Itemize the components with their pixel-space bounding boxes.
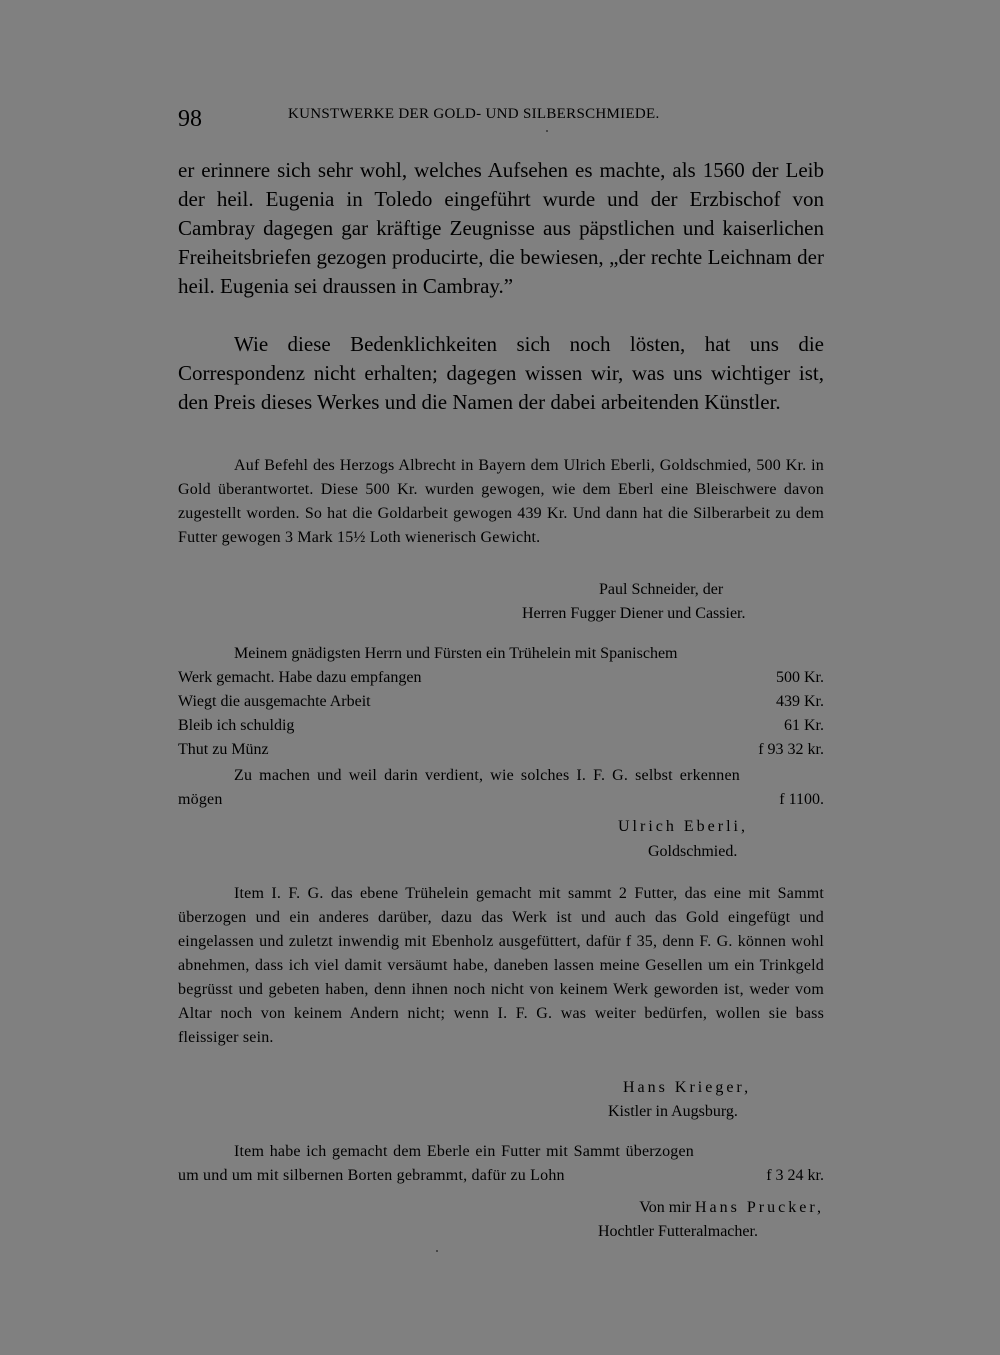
entry-1-signature-line-2: Herren Fugger Diener und Cassier. [522,605,746,622]
account-row [178,666,824,690]
account-row [178,714,824,738]
account-row-label: Wiegt die ausgemachte Arbeit [178,693,371,710]
account-closing-value: f 1100. [779,791,824,808]
entry-2 [178,882,824,1050]
account-row-value: f 93 32 kr. [758,741,824,758]
account-closing [178,764,824,812]
account-row-label: Bleib ich schuldig [178,717,295,734]
entry-2-signature-title: Kistler in Augsburg. [608,1103,738,1120]
entry-1 [178,454,824,550]
account-row-label: Meinem gnädigsten Herrn und Fürsten ein Trühelein mit Spanischem [234,645,678,662]
running-head: KUNSTWERKE DER GOLD- UND SILBERSCHMIEDE. [288,106,660,122]
account-closing-text: Zu machen und weil darin verdient, wie solches I. F. G. selbst erkennen mögen [178,767,740,808]
account-row-label: Werk gemacht. Habe dazu empfangen [178,669,422,686]
paragraph-1-text: er erinnere sich sehr wohl, welches Aufsehen es machte, als 1560 der Leib der heil. Eugenia in Toledo eingeführt wurde und der Erzbischof von Cambray dagegen gar kräftige Zeugnisse aus päpstlichen und kaiserlichen Freiheitsbriefen gezogen producirte, die bewiesen, „der rechte Leichnam der heil. Eugenia sei draussen in Cambray.” [178,158,824,298]
entry-3-signature-name: Hans Prucker, [695,1199,824,1216]
account-row-value: 500 Kr. [776,669,824,686]
paragraph-1 [178,156,824,301]
account-row [178,738,824,762]
account-row [178,690,824,714]
account-row-value: 61 Kr. [784,717,824,734]
page-header [178,100,824,140]
page-number: 98 [178,106,202,132]
entry-3 [178,1140,824,1188]
paragraph-2 [178,330,824,417]
entry-2-signature-name: Hans Krieger, [623,1079,752,1096]
paragraph-2-text: Wie diese Bedenklichkeiten sich noch lösten, hat uns die Correspondenz nicht erhalten; dagegen wissen wir, was uns wichtiger ist, den Preis dieses Werkes und die Namen der dabei arbeitenden Künstler. [178,332,824,414]
account-signature-title: Goldschmied. [648,843,738,860]
ink-speck [436,1250,438,1252]
account-row-value: 439 Kr. [776,693,824,710]
entry-3-value: f 3 24 kr. [766,1167,824,1184]
entry-3-signature-line-1 [639,1196,824,1220]
entry-3-signature-title: Hochtler Futteralmacher. [598,1223,758,1240]
entry-3-text: Item habe ich gemacht dem Eberle ein Futter mit Sammt überzogen um und um mit silbernen Borten gebrammt, dafür zu Lohn [178,1143,694,1184]
account-signature-name: Ulrich Eberli, [618,818,748,835]
ink-speck [546,130,548,132]
entry-1-text: Auf Befehl des Herzogs Albrecht in Bayern dem Ulrich Eberli, Goldschmied, 500 Kr. in Gold überantwortet. Diese 500 Kr. wurden gewogen, wie dem Eberl eine Bleischwere davon zugestellt worden. So hat die Goldarbeit gewogen 439 Kr. Und dann hat die Silberarbeit zu dem Futter gewogen 3 Mark 15½ Loth wienerisch Gewicht. [178,457,824,546]
entry-2-text: Item I. F. G. das ebene Trühelein gemacht mit sammt 2 Futter, das eine mit Sammt überzogen und ein anderes darüber, dazu das Werk ist und auch das Gold eingefügt und eingelassen und zuletzt inwendig mit Ebenholz ausgefüttert, dafür f 35, denn F. G. können wohl abnehmen, dass ich viel damit versäumt habe, daneben lassen meine Gesellen um ein Trinkgeld begrüsst und gebeten haben, denn ihnen noch nicht von keinem Werk geworden ist, weder vom Altar noch von keinem Andern nicht; wenn I. F. G. was weiter bedürfen, wollen sie bass fleissiger sein. [178,885,824,1046]
account-row [178,642,824,666]
account-row-label: Thut zu Münz [178,741,269,758]
entry-1-signature-line-1: Paul Schneider, der [599,581,724,598]
entry-3-signature-prefix: Von mir [639,1199,691,1216]
